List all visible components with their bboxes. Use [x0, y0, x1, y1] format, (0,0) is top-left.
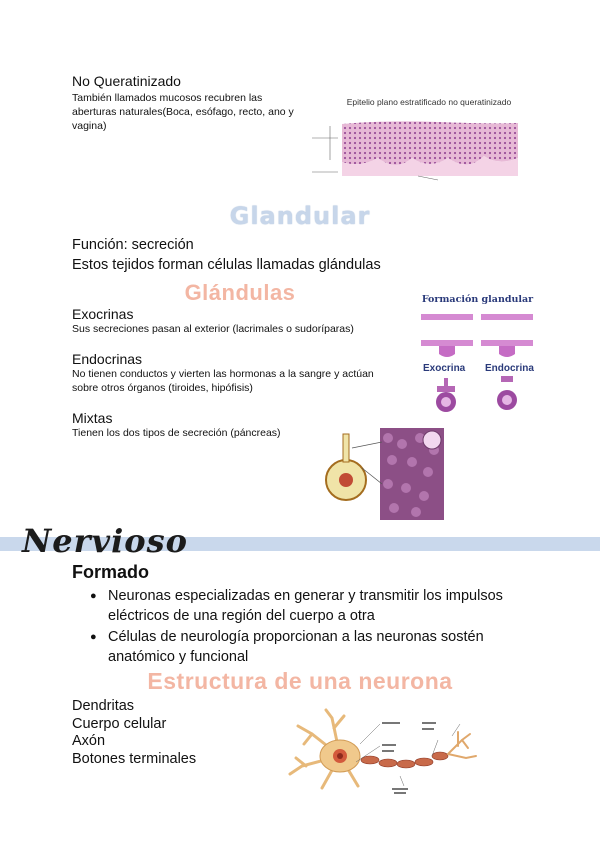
diagram-endo-label: Endocrina: [485, 363, 534, 374]
glandular-forman: Estos tejidos forman células llamadas glándulas: [72, 257, 381, 273]
neuron-part: Dendritas: [72, 698, 135, 714]
epithelium-image-caption: Epitelio plano estratificado no queratinizado: [346, 97, 512, 107]
gland-type-name: Mixtas: [72, 410, 113, 426]
gland-type-name: Exocrinas: [72, 306, 134, 322]
gland-type-name: Endocrinas: [72, 351, 143, 367]
epithelium-description: También llamados mucosos recubren las aberturas naturales(Boca, esófago, recto, ano y vagina): [72, 92, 294, 132]
nervioso-title: Nervioso: [22, 522, 188, 560]
formado-heading: Formado: [72, 562, 150, 582]
glandular-formation-illustration: [415, 290, 540, 418]
glandular-formation-diagram: [415, 290, 540, 418]
diagram-title: Formación glandular: [421, 294, 534, 305]
neuron-diagram: [282, 706, 482, 798]
estructura-title: Estructura de una neurona: [147, 668, 453, 694]
gland-type-desc: Tienen los dos tipos de secreción (páncreas): [72, 427, 281, 439]
glandulas-subtitle: Glándulas: [184, 280, 296, 305]
glandular-function: Función: secreción: [72, 237, 194, 253]
epithelium-heading: No Queratinizado: [72, 73, 181, 89]
neuron-part: Botones terminales: [72, 751, 197, 767]
nervioso-bullet-item: ● Células de neurología proporcionan a las neuronas sostén anatómico y funcional: [84, 627, 554, 667]
diagram-exo-label: Exocrina: [423, 363, 466, 374]
gland-type-desc: Sus secreciones pasan al exterior (lacrimales o sudoríparas): [72, 323, 354, 335]
gland-type-desc: No tienen conductos y vierten las hormonas a la sangre y actúan sobre otros órganos (tiroides, hipófisis): [72, 368, 374, 394]
epithelium-micrograph: [308, 96, 522, 184]
neuron-illustration: [282, 706, 482, 798]
pancreas-drawing: [322, 428, 444, 520]
pancreas-illustration: [322, 428, 444, 520]
nervioso-bullet-item: ● Neuronas especializadas en generar y transmitir los impulsos eléctricos de una región del cuerpo a otra: [84, 586, 554, 626]
epithelium-tissue-illustration: [308, 96, 522, 184]
neuron-part: Axón: [72, 733, 106, 749]
neuron-part: Cuerpo celular: [72, 716, 167, 732]
nervioso-bullet-list: [84, 586, 554, 668]
glandular-title: Glandular: [229, 202, 371, 230]
